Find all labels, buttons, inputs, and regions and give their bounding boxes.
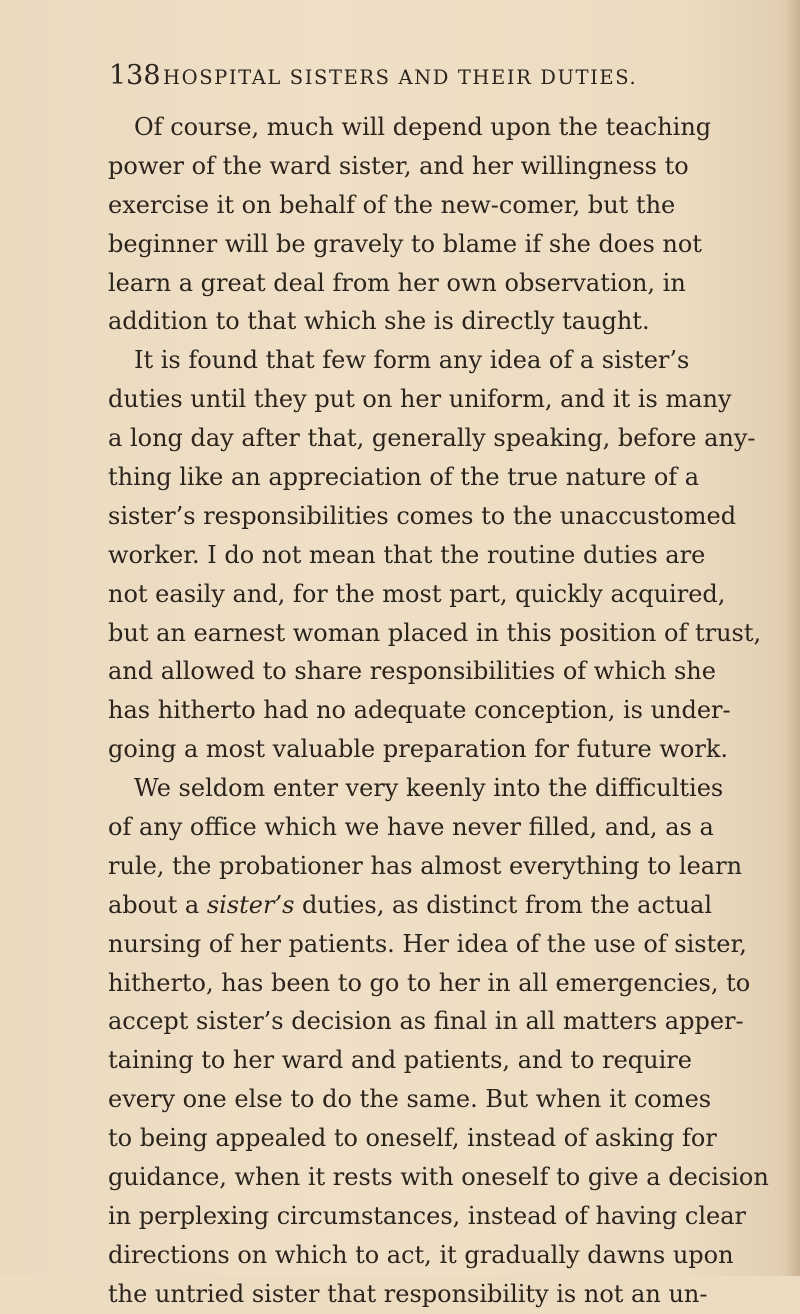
text-line: and allowed to share responsibilities of which she	[108, 657, 716, 686]
text-line: learn a great deal from her own observation, in	[108, 268, 686, 297]
page-edge-shadow	[786, 0, 800, 1276]
text-line: hitherto, has been to go to her in all emergencies, to	[108, 968, 751, 997]
text-line: power of the ward sister, and her willingness to	[108, 151, 689, 180]
text-line: rule, the probationer has almost everything to learn	[108, 851, 743, 880]
text-line: We seldom enter very keenly into the difficulties	[134, 774, 724, 803]
text-line: not easily and, for the most part, quickly acquired,	[108, 579, 726, 608]
text-line	[108, 886, 788, 925]
page-number: 138	[109, 60, 161, 91]
text-line: but an earnest woman placed in this position of trust,	[108, 618, 762, 647]
text-line: the untried sister that responsibility is not an un-	[108, 1279, 708, 1308]
italic-emphasis: sister’s	[206, 890, 295, 919]
text-line: in perplexing circumstances, instead of having clear	[108, 1201, 747, 1230]
running-head-title: HOSPITAL SISTERS AND THEIR DUTIES.	[163, 66, 638, 89]
text-line: Of course, much will depend upon the teaching	[134, 113, 712, 141]
body-text	[108, 108, 788, 1314]
text-line: to being appealed to oneself, instead of asking for	[108, 1124, 717, 1153]
text-line: beginner will be gravely to blame if she does not	[108, 229, 702, 258]
text-line: of any office which we have never filled, and, as a	[108, 813, 714, 842]
running-head	[109, 60, 709, 94]
text-line: directions on which to act, it gradually dawns upon	[108, 1240, 734, 1269]
text-line: a long day after that, generally speaking, before any-	[108, 424, 756, 453]
text-line: taining to her ward and patients, and to require	[108, 1046, 692, 1075]
text-line: worker. I do not mean that the routine duties are	[108, 540, 706, 569]
text-line: every one else to do the same. But when it comes	[108, 1085, 712, 1114]
text-line: accept sister’s decision as final in all matters apper-	[108, 1007, 744, 1036]
text-line: has hitherto had no adequate conception, is under-	[108, 696, 731, 725]
text-line: sister’s responsibilities comes to the unaccustomed	[108, 501, 737, 530]
text-line: going a most valuable preparation for future work.	[108, 735, 729, 764]
text-line: exercise it on behalf of the new-comer, but the	[108, 190, 676, 219]
text-line: guidance, when it rests with oneself to give a decision	[108, 1163, 769, 1192]
text-line: thing like an appreciation of the true nature of a	[108, 463, 700, 492]
text-line: nursing of her patients. Her idea of the use of sister,	[108, 929, 747, 958]
text-segment: duties, as distinct from the actual	[302, 890, 713, 919]
text-segment: about a	[108, 890, 200, 919]
text-line: duties until they put on her uniform, and it is many	[108, 385, 732, 414]
text-line: It is found that few form any idea of a sister’s	[134, 346, 690, 375]
text-line: addition to that which she is directly taught.	[108, 307, 650, 336]
